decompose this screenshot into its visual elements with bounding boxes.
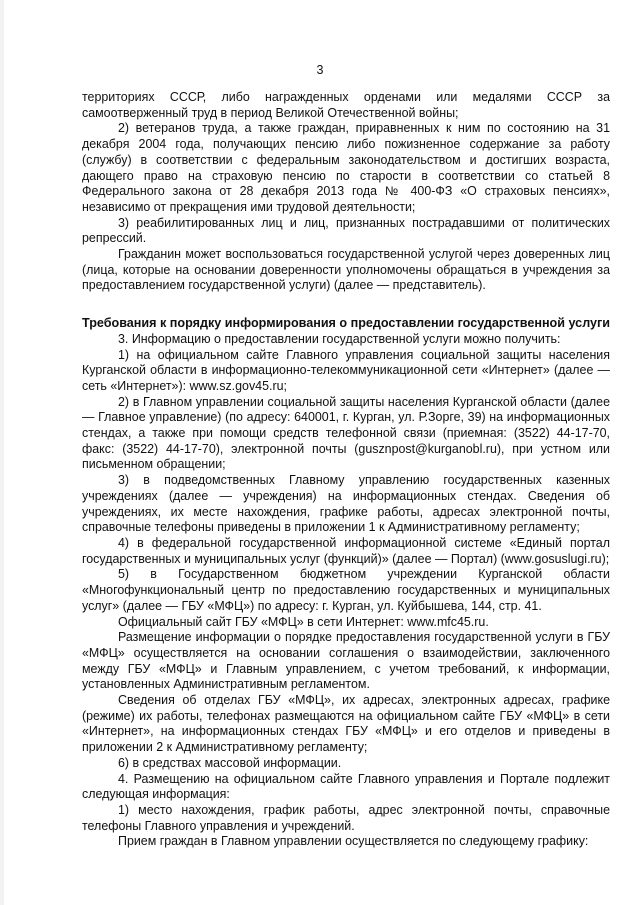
paragraph: 5) в Государственном бюджетном учреждении Курганской области «Многофункциональный центр по предоставлению государственных и муниципальных услуг» (далее — ГБУ «МФЦ») по адресу: г. Курган, ул. Куйбышева, 144, стр. 41. — [82, 567, 610, 613]
paragraph: 6) в средствах массовой информации. — [118, 755, 342, 770]
document-body — [82, 90, 610, 850]
paragraph: 4) в федеральной государственной информационной системе «Единый портал государственных и муниципальных услуг (функций)» (далее — Портал) (www.gosuslugi.ru); — [82, 535, 610, 566]
paragraph: 1) место нахождения, график работы, адрес электронной почты, справочные телефоны Главного управления и учреждений. — [82, 802, 610, 833]
paragraphs-after — [82, 332, 610, 850]
paragraph: 3) реабилитированных лиц и лиц, признанных пострадавшими от политических репрессий. — [82, 215, 610, 246]
paragraph: 4. Размещению на официальном сайте Главного управления и Портале подлежит следующая информация: — [82, 771, 610, 802]
paragraph: 2) ветеранов труда, а также граждан, приравненных к ним по состоянию на 31 декабря 2004 года, получающих пенсию либо пожизненное содержание за работу (службу) в соответствии с федеральным законодательством и достигших возраста, дающего право на страховую пенсию по старости в соответствии со статьей 8 Федерального закона от 28 декабря 2013 года № 400-ФЗ «О страховых пенсиях», независимо от прекращения ими трудовой деятельности; — [82, 121, 610, 214]
page-number: 3 — [316, 63, 324, 77]
paragraphs-before — [82, 90, 610, 294]
paragraph: 3) в подведомственных Главному управлению государственных казенных учреждениях (далее — учреждения) на информационных стендах. Сведения об учреждениях, их месте нахождения, графике работы, адресах электронной почты, справочные телефоны приведены в приложении 1 к Административному регламенту; — [82, 473, 610, 535]
paragraph: 3. Информацию о предоставлении государственной услуги можно получить: — [118, 331, 561, 346]
paragraph: территориях СССР, либо награжденных орденами или медалями СССР за самоотверженный труд в период Великой Отечественной войны; — [82, 90, 610, 120]
paragraph: 1) на официальном сайте Главного управления социальной защиты населения Курганской области в информационно-телекоммуникационной сети «Интернет» (далее — сеть «Интернет»): www.sz.gov45.ru; — [82, 347, 610, 393]
paragraph: Сведения об отделах ГБУ «МФЦ», их адресах, электронных адресах, графике (режиме) их работы, телефонах размещаются на официальном сайте ГБУ «МФЦ» в сети «Интернет», на информационных стендах ГБУ «МФЦ» и его отделов и приведены в приложении 2 к Административному регламенту; — [82, 693, 610, 755]
paragraph: Официальный сайт ГБУ «МФЦ» в сети Интернет: www.mfc45.ru. — [118, 614, 489, 629]
paragraph: Прием граждан в Главном управлении осуществляется по следующему графику: — [118, 834, 589, 849]
paragraph: 2) в Главном управлении социальной защиты населения Курганской области (далее — Главное управление) (по адресу: 640001, г. Курган, ул. Р.Зорге, 39) на информационных стендах, а также при помощи средств телефонной связи (приемная: (3522) 44-17-70, факс: (3522) 44-17-70), электронной почты (gusznpost@kurganobl.ru), при устном или письменном обращении; — [82, 394, 610, 472]
paragraph: Гражданин может воспользоваться государственной услугой через доверенных лиц (лица, которые на основании доверенности уполномочены обращаться в учреждения за предоставлением государственной услуги) (далее — представитель). — [82, 247, 610, 293]
section-heading: Требования к порядку информирования о предоставлении государственной услуги — [82, 316, 611, 331]
scan-edge — [0, 0, 4, 905]
paragraph: Размещение информации о порядке предоставления государственной услуги в ГБУ «МФЦ» осуществляется на основании соглашения о взаимодействии, заключенного между ГБУ «МФЦ» и Главным управлением, с учетом требований, к информации, установленных Административным регламентом. — [82, 630, 610, 692]
